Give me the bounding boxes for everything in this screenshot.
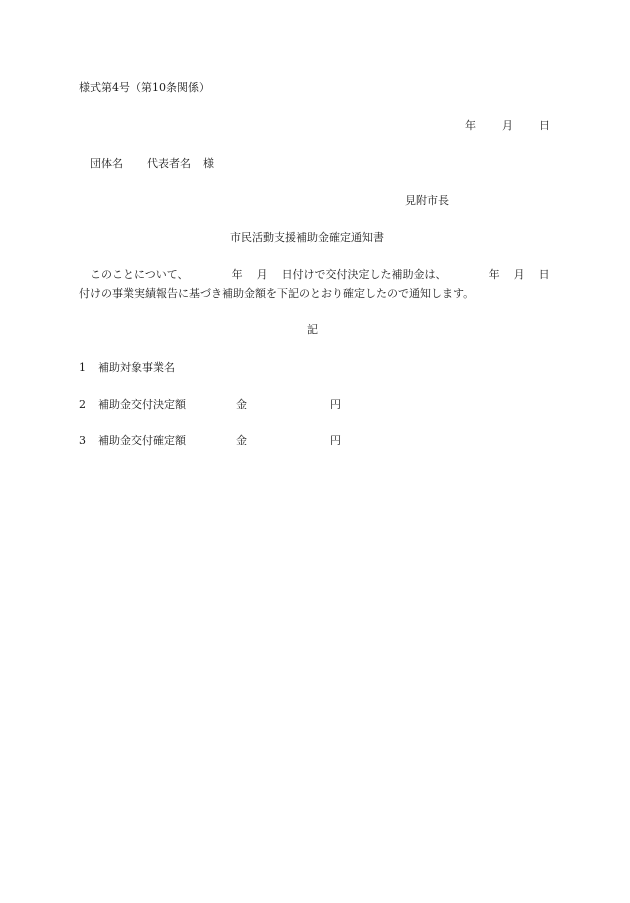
item-number: 2 bbox=[79, 398, 86, 411]
body-year-2: 年 bbox=[488, 268, 500, 281]
item-label: 補助金交付決定額 bbox=[98, 398, 186, 411]
date-day: 日 bbox=[539, 119, 550, 132]
item-3-yen: 円 bbox=[330, 434, 341, 447]
org-name: 団体名 bbox=[90, 157, 123, 170]
item-3 bbox=[79, 434, 186, 448]
addressee bbox=[90, 157, 214, 171]
item-label: 補助対象事業名 bbox=[98, 361, 175, 374]
item-2-yen: 円 bbox=[330, 398, 341, 411]
item-2 bbox=[79, 398, 186, 412]
body-mid: 日付けで交付決定した補助金は、 bbox=[281, 268, 447, 281]
item-2-kin: 金 bbox=[236, 398, 247, 411]
item-1 bbox=[79, 361, 175, 375]
body-year-1: 年 bbox=[231, 268, 243, 281]
body-month-1: 月 bbox=[256, 268, 268, 281]
date-line bbox=[465, 119, 550, 133]
item-number: 1 bbox=[79, 361, 86, 374]
item-label: 補助金交付確定額 bbox=[98, 434, 186, 447]
body-month-2: 月 bbox=[513, 268, 525, 281]
record-heading: 記 bbox=[307, 323, 318, 336]
date-year: 年 bbox=[465, 119, 476, 132]
rep-name: 代表者名 bbox=[147, 157, 191, 170]
item-number: 3 bbox=[79, 434, 86, 447]
form-label: 様式第4号（第10条関係） bbox=[79, 81, 210, 94]
sender: 見附市長 bbox=[405, 194, 449, 207]
body-line-2: 付けの事業実績報告に基づき補助金額を下記のとおり確定したので通知します。 bbox=[79, 287, 475, 300]
honorific: 様 bbox=[203, 157, 214, 170]
document-title: 市民活動支援補助金確定通知書 bbox=[230, 231, 384, 244]
item-3-kin: 金 bbox=[236, 434, 247, 447]
body-day-2: 日 bbox=[538, 268, 550, 281]
body-line-1 bbox=[90, 268, 550, 282]
body-start: このことについて、 bbox=[90, 268, 189, 281]
date-month: 月 bbox=[502, 119, 513, 132]
